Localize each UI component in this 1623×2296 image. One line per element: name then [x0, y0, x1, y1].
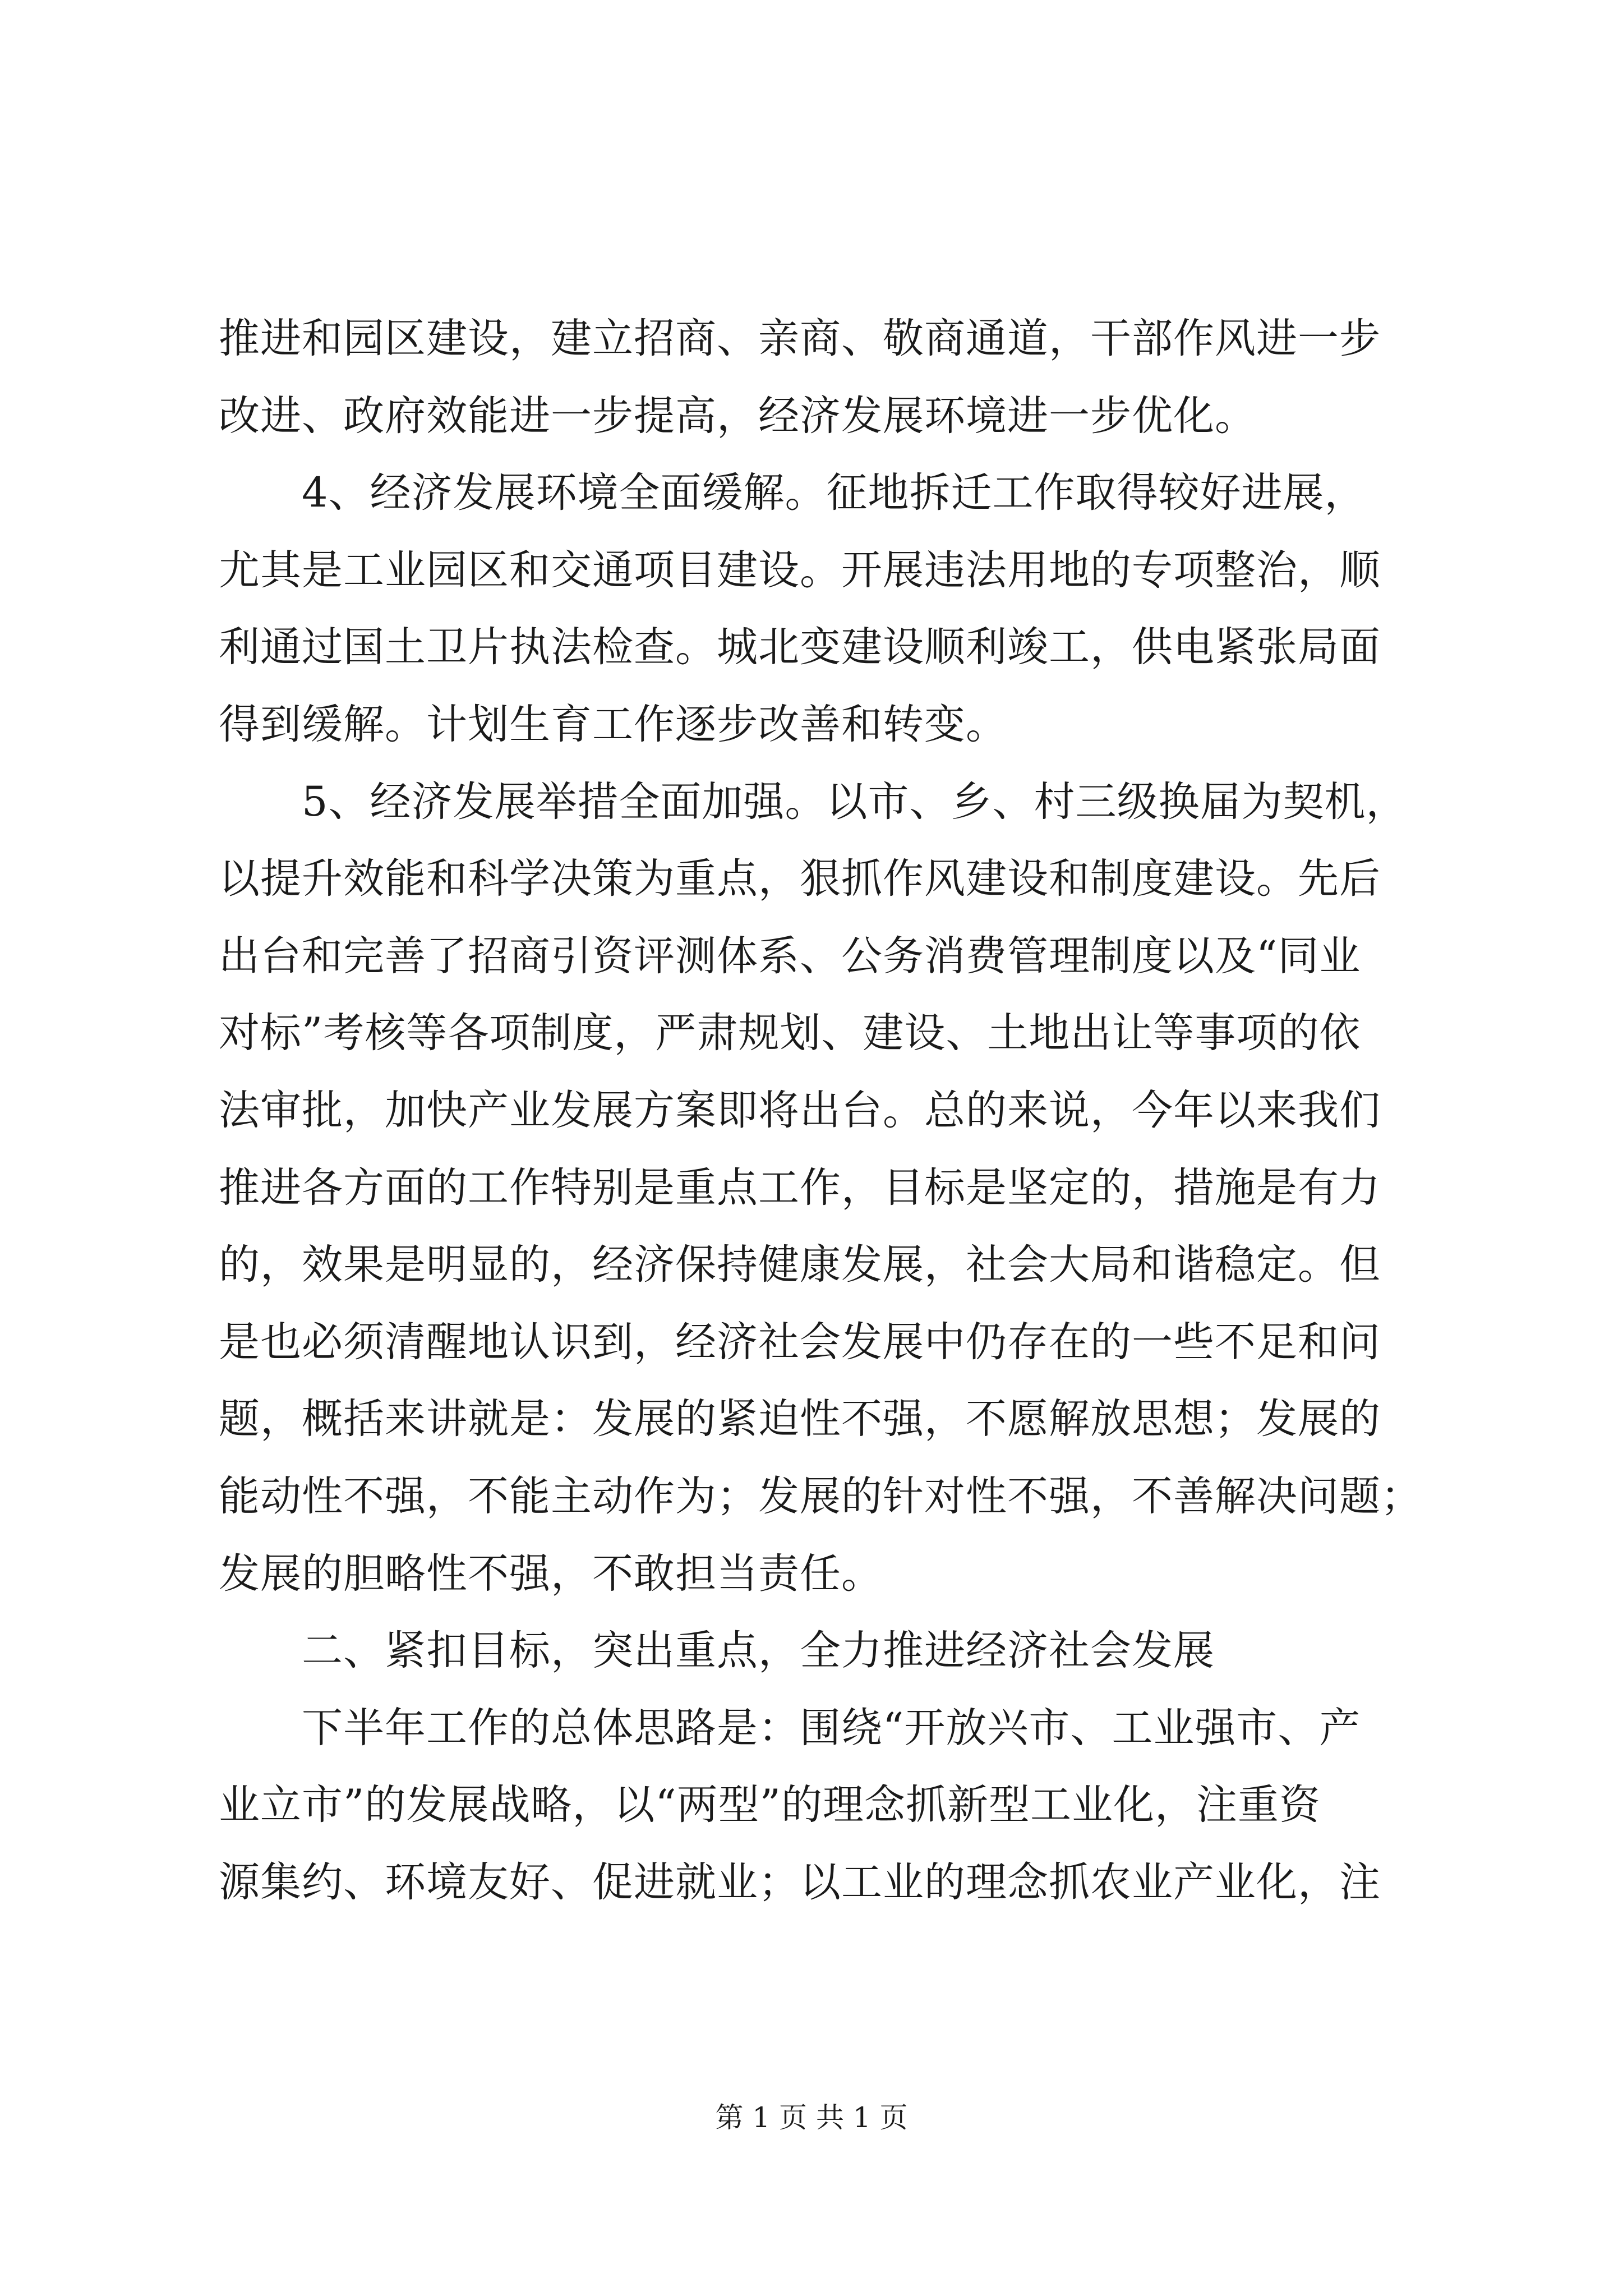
text-line: 法审批，加快产业发展方案即将出台。总的来说，今年以来我们 — [219, 1086, 1381, 1134]
text-line: 5、经济发展举措全面加强。以市、乡、村三级换届为契机， — [219, 777, 1408, 826]
body-text — [219, 300, 1424, 1921]
text-line: 源集约、环境友好、促进就业；以工业的理念抓农业产业化，注 — [219, 1858, 1381, 1906]
text-line: 的，效果是明显的，经济保持健康发展，社会大局和谐稳定。但 — [219, 1241, 1381, 1289]
text-line: 推进各方面的工作特别是重点工作，目标是坚定的，措施是有力 — [219, 1163, 1381, 1212]
text-line: 发展的胆略性不强，不敢担当责任。 — [219, 1549, 883, 1598]
text-line: 以提升效能和科学决策为重点，狠抓作风建设和制度建设。先后 — [219, 855, 1381, 903]
text-line: 下半年工作的总体思路是：围绕“开放兴市、工业强市、产 — [219, 1704, 1361, 1752]
text-line: 4、经济发展环境全面缓解。征地拆迁工作取得较好进展， — [219, 469, 1366, 517]
section-heading: 二、紧扣目标，突出重点，全力推进经济社会发展 — [219, 1627, 1215, 1675]
text-line: 出台和完善了招商引资评测体系、公务消费管理制度以及“同业 — [219, 932, 1361, 980]
text-line: 得到缓解。计划生育工作逐步改善和转变。 — [219, 700, 1007, 748]
text-line: 尤其是工业园区和交通项目建设。开展违法用地的专项整治，顺 — [219, 546, 1381, 594]
text-line: 改进、政府效能进一步提高，经济发展环境进一步优化。 — [219, 392, 1256, 440]
page-footer: 第 1 页 共 1 页 — [715, 2101, 908, 2134]
text-line: 利通过国土卫片执法检查。城北变建设顺利竣工，供电紧张局面 — [219, 623, 1381, 671]
text-line: 对标”考核等各项制度，严肃规划、建设、土地出让等事项的依 — [219, 1009, 1361, 1057]
text-line: 能动性不强，不能主动作为；发展的针对性不强，不善解决问题； — [219, 1472, 1422, 1520]
text-line: 是也必须清醒地认识到，经济社会发展中仍存在的一些不足和问 — [219, 1318, 1381, 1366]
text-line: 业立市”的发展战略，以“两型”的理念抓新型工业化，注重资 — [219, 1781, 1321, 1829]
text-line: 推进和园区建设，建立招商、亲商、敬商通道，干部作风进一步 — [219, 315, 1381, 362]
text-line: 题，概括来讲就是：发展的紧迫性不强，不愿解放思想；发展的 — [219, 1395, 1381, 1443]
